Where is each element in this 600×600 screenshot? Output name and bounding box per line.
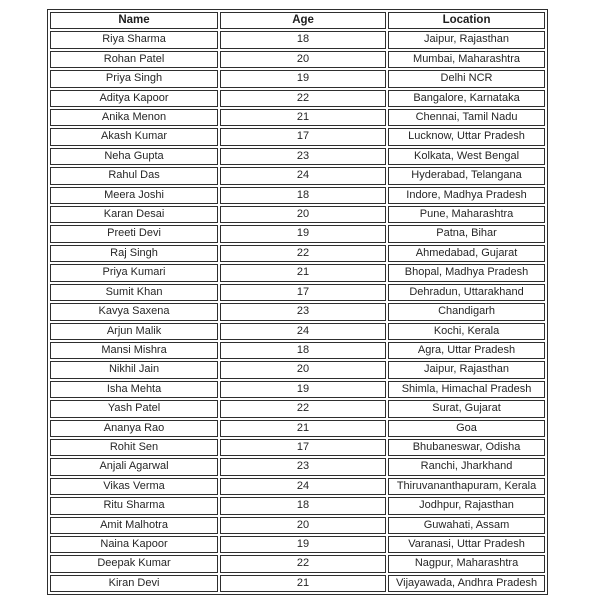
table-row xyxy=(50,439,545,456)
cell-age: 17 xyxy=(220,284,386,301)
cell-location: Kochi, Kerala xyxy=(388,323,545,340)
table-row xyxy=(50,109,545,126)
cell-name: Rohan Patel xyxy=(50,51,218,68)
cell-name: Meera Joshi xyxy=(50,187,218,204)
table-row xyxy=(50,245,545,262)
cell-location: Surat, Gujarat xyxy=(388,400,545,417)
table-row xyxy=(50,478,545,495)
cell-age: 18 xyxy=(220,497,386,514)
cell-age: 19 xyxy=(220,70,386,87)
cell-name: Preeti Devi xyxy=(50,225,218,242)
table-row xyxy=(50,303,545,320)
cell-age: 19 xyxy=(220,381,386,398)
table-row xyxy=(50,284,545,301)
cell-name: Kavya Saxena xyxy=(50,303,218,320)
cell-location: Delhi NCR xyxy=(388,70,545,87)
cell-age: 23 xyxy=(220,458,386,475)
table-row xyxy=(50,225,545,242)
cell-age: 21 xyxy=(220,109,386,126)
cell-age: 20 xyxy=(220,51,386,68)
cell-name: Amit Malhotra xyxy=(50,517,218,534)
table-row xyxy=(50,381,545,398)
cell-location: Jaipur, Rajasthan xyxy=(388,31,545,48)
cell-age: 24 xyxy=(220,323,386,340)
cell-name: Aditya Kapoor xyxy=(50,90,218,107)
cell-age: 21 xyxy=(220,575,386,592)
cell-location: Varanasi, Uttar Pradesh xyxy=(388,536,545,553)
column-header-name: Name xyxy=(50,12,218,29)
table-row xyxy=(50,497,545,514)
cell-name: Priya Kumari xyxy=(50,264,218,281)
cell-location: Indore, Madhya Pradesh xyxy=(388,187,545,204)
cell-location: Jodhpur, Rajasthan xyxy=(388,497,545,514)
data-table xyxy=(47,9,548,595)
cell-age: 18 xyxy=(220,342,386,359)
table-row xyxy=(50,264,545,281)
cell-age: 24 xyxy=(220,167,386,184)
cell-age: 23 xyxy=(220,303,386,320)
cell-age: 20 xyxy=(220,517,386,534)
table-row xyxy=(50,206,545,223)
cell-location: Patna, Bihar xyxy=(388,225,545,242)
table-row xyxy=(50,90,545,107)
cell-age: 17 xyxy=(220,128,386,145)
cell-location: Guwahati, Assam xyxy=(388,517,545,534)
cell-location: Lucknow, Uttar Pradesh xyxy=(388,128,545,145)
cell-age: 17 xyxy=(220,439,386,456)
cell-age: 20 xyxy=(220,206,386,223)
cell-name: Naina Kapoor xyxy=(50,536,218,553)
header-row xyxy=(50,12,545,29)
cell-location: Pune, Maharashtra xyxy=(388,206,545,223)
cell-age: 24 xyxy=(220,478,386,495)
table-row xyxy=(50,187,545,204)
cell-location: Bhopal, Madhya Pradesh xyxy=(388,264,545,281)
table-body xyxy=(50,31,545,592)
cell-location: Ahmedabad, Gujarat xyxy=(388,245,545,262)
cell-age: 22 xyxy=(220,400,386,417)
cell-location: Jaipur, Rajasthan xyxy=(388,361,545,378)
cell-name: Isha Mehta xyxy=(50,381,218,398)
table-row xyxy=(50,70,545,87)
column-header-age: Age xyxy=(220,12,386,29)
table-row xyxy=(50,31,545,48)
table-container xyxy=(47,9,548,595)
cell-location: Bhubaneswar, Odisha xyxy=(388,439,545,456)
cell-name: Rohit Sen xyxy=(50,439,218,456)
cell-age: 21 xyxy=(220,420,386,437)
table-row xyxy=(50,555,545,572)
cell-name: Nikhil Jain xyxy=(50,361,218,378)
cell-location: Thiruvananthapuram, Kerala xyxy=(388,478,545,495)
cell-age: 18 xyxy=(220,31,386,48)
cell-name: Deepak Kumar xyxy=(50,555,218,572)
cell-location: Kolkata, West Bengal xyxy=(388,148,545,165)
cell-name: Yash Patel xyxy=(50,400,218,417)
cell-name: Vikas Verma xyxy=(50,478,218,495)
table-row xyxy=(50,128,545,145)
cell-name: Anjali Agarwal xyxy=(50,458,218,475)
cell-location: Chandigarh xyxy=(388,303,545,320)
cell-location: Dehradun, Uttarakhand xyxy=(388,284,545,301)
table-row xyxy=(50,517,545,534)
cell-name: Sumit Khan xyxy=(50,284,218,301)
cell-name: Priya Singh xyxy=(50,70,218,87)
cell-location: Chennai, Tamil Nadu xyxy=(388,109,545,126)
cell-age: 22 xyxy=(220,245,386,262)
cell-name: Rahul Das xyxy=(50,167,218,184)
cell-location: Shimla, Himachal Pradesh xyxy=(388,381,545,398)
cell-name: Anika Menon xyxy=(50,109,218,126)
cell-name: Raj Singh xyxy=(50,245,218,262)
cell-age: 19 xyxy=(220,536,386,553)
table-row xyxy=(50,400,545,417)
cell-age: 18 xyxy=(220,187,386,204)
table-row xyxy=(50,361,545,378)
table-row xyxy=(50,575,545,592)
column-header-location: Location xyxy=(388,12,545,29)
cell-location: Nagpur, Maharashtra xyxy=(388,555,545,572)
table-row xyxy=(50,51,545,68)
cell-name: Mansi Mishra xyxy=(50,342,218,359)
cell-location: Agra, Uttar Pradesh xyxy=(388,342,545,359)
cell-name: Riya Sharma xyxy=(50,31,218,48)
cell-location: Bangalore, Karnataka xyxy=(388,90,545,107)
cell-age: 21 xyxy=(220,264,386,281)
cell-location: Ranchi, Jharkhand xyxy=(388,458,545,475)
cell-name: Neha Gupta xyxy=(50,148,218,165)
table-row xyxy=(50,420,545,437)
cell-name: Karan Desai xyxy=(50,206,218,223)
cell-age: 20 xyxy=(220,361,386,378)
cell-name: Kiran Devi xyxy=(50,575,218,592)
table-row xyxy=(50,148,545,165)
cell-age: 22 xyxy=(220,555,386,572)
cell-age: 22 xyxy=(220,90,386,107)
cell-name: Akash Kumar xyxy=(50,128,218,145)
cell-age: 19 xyxy=(220,225,386,242)
cell-location: Vijayawada, Andhra Pradesh xyxy=(388,575,545,592)
cell-name: Ritu Sharma xyxy=(50,497,218,514)
table-row xyxy=(50,167,545,184)
cell-location: Goa xyxy=(388,420,545,437)
table-row xyxy=(50,342,545,359)
cell-name: Arjun Malik xyxy=(50,323,218,340)
cell-location: Hyderabad, Telangana xyxy=(388,167,545,184)
cell-age: 23 xyxy=(220,148,386,165)
table-row xyxy=(50,536,545,553)
table-row xyxy=(50,323,545,340)
cell-name: Ananya Rao xyxy=(50,420,218,437)
table-row xyxy=(50,458,545,475)
cell-location: Mumbai, Maharashtra xyxy=(388,51,545,68)
